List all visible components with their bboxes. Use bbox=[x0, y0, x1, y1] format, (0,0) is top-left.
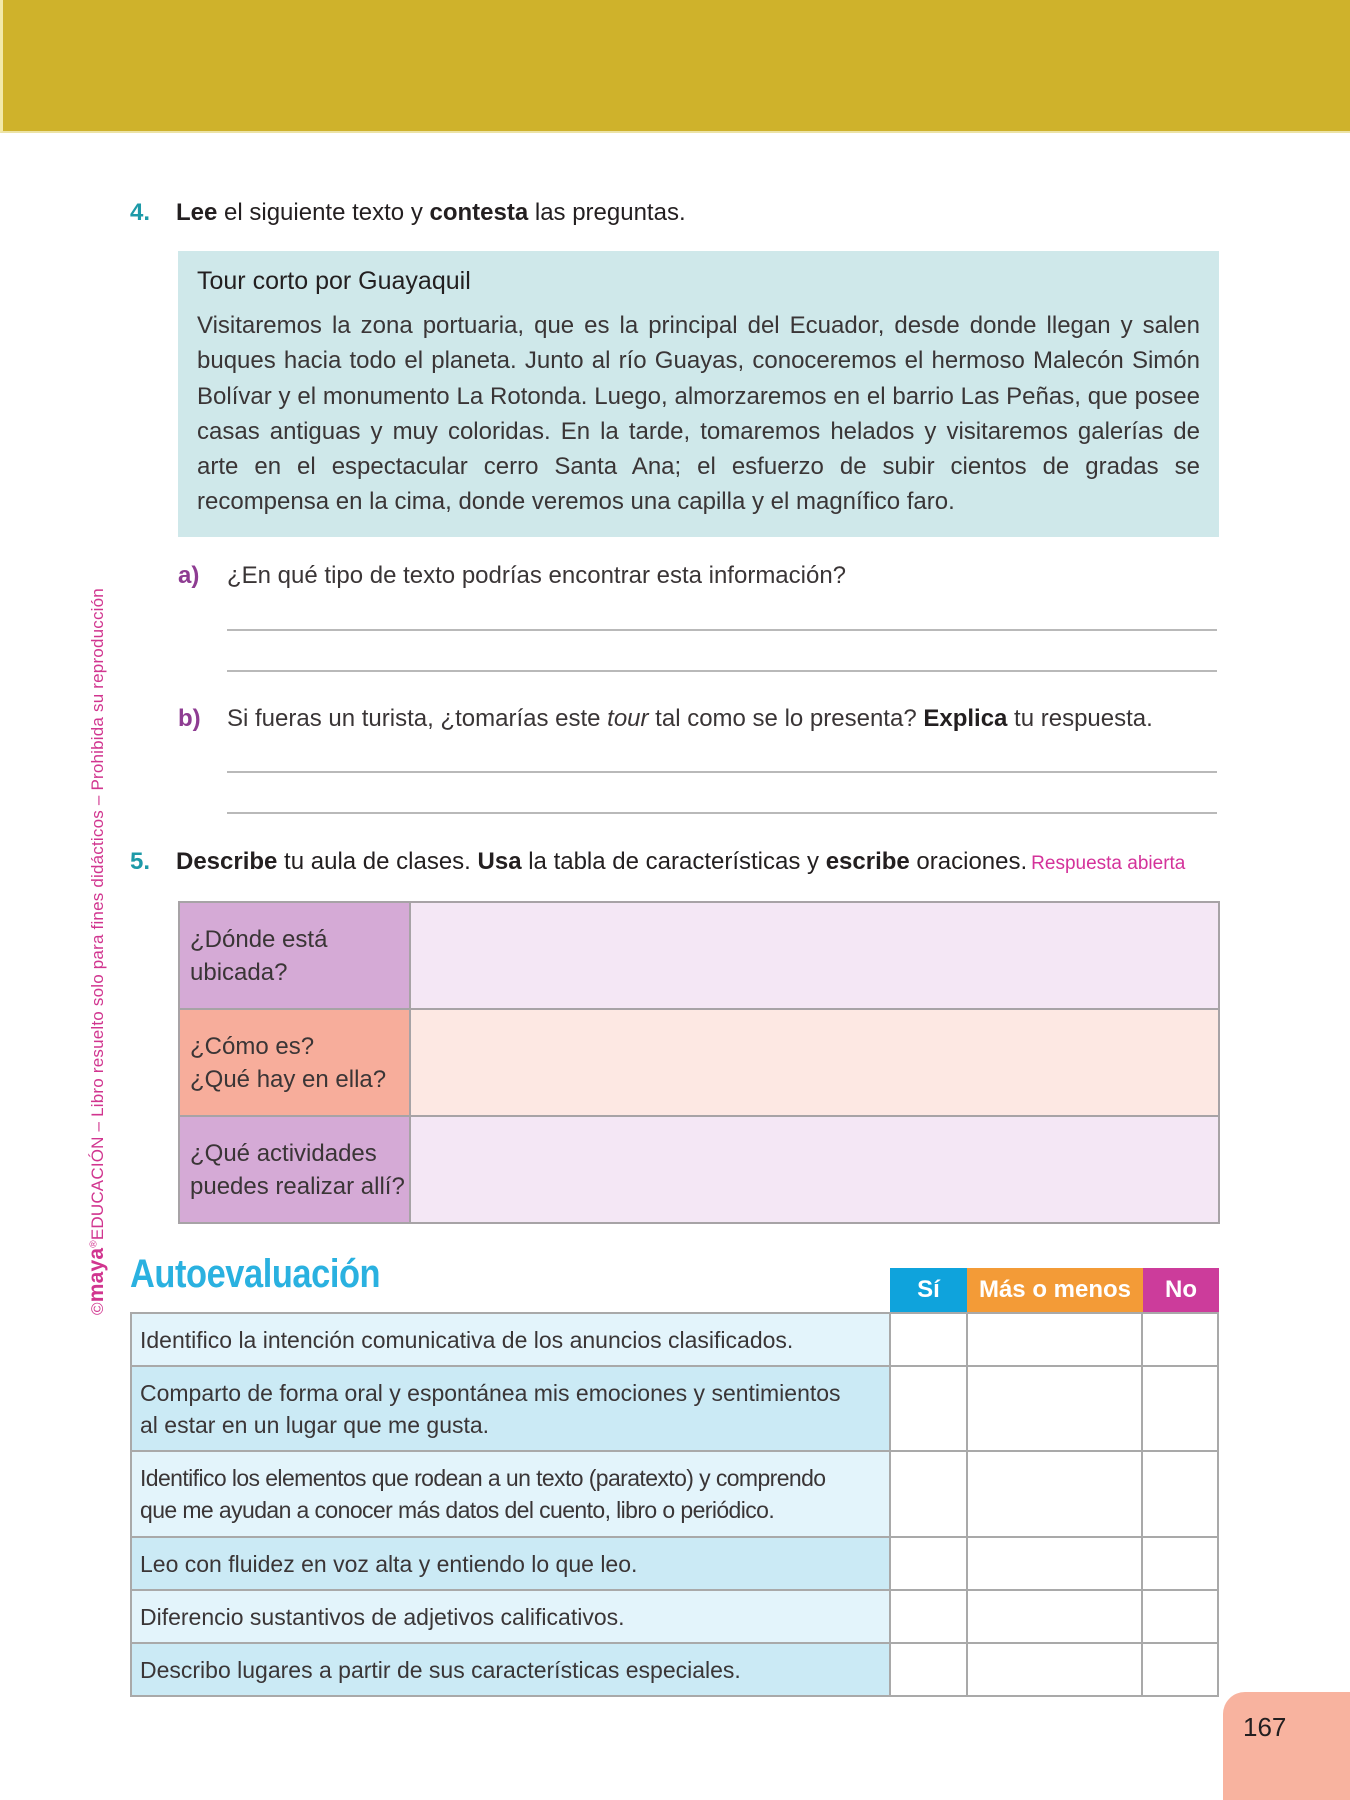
column-header-si: Sí bbox=[890, 1268, 967, 1312]
reading-passage bbox=[178, 251, 1219, 537]
instruction-text: la tabla de características y bbox=[521, 848, 826, 875]
checkbox-si[interactable] bbox=[890, 1313, 967, 1366]
statement-text: Identifico la intención comunicativa de los anuncios clasificados. bbox=[140, 1326, 794, 1353]
checkbox-mas-o-menos[interactable] bbox=[967, 1451, 1143, 1537]
statement-text: al estar en un lugar que me gusta. bbox=[140, 1411, 490, 1438]
self-assessment-table bbox=[130, 1312, 1219, 1697]
table-row bbox=[131, 1537, 1218, 1590]
statement-text: Leo con fluidez en voz alta y entiendo lo que leo. bbox=[140, 1550, 638, 1577]
column-header-mas-o-menos: Más o menos bbox=[967, 1268, 1143, 1312]
statement-text: Comparto de forma oral y espontánea mis emociones y sentimientos bbox=[140, 1379, 841, 1406]
statement-text: Describo lugares a partir de sus características especiales. bbox=[140, 1656, 741, 1683]
subquestion-letter: b) bbox=[178, 705, 201, 732]
checkbox-no[interactable] bbox=[1142, 1451, 1218, 1537]
page-number-tab bbox=[1223, 1692, 1350, 1800]
classroom-description-table bbox=[178, 901, 1220, 1224]
statement-text: Identifico los elementos que rodean a un texto (paratexto) y comprendo bbox=[140, 1465, 826, 1491]
table-row bbox=[131, 1313, 1218, 1366]
label-line: ¿Qué actividades bbox=[190, 1139, 377, 1167]
instruction-text: tu aula de clases. bbox=[277, 848, 478, 875]
checkbox-si[interactable] bbox=[890, 1451, 967, 1537]
checkbox-mas-o-menos[interactable] bbox=[967, 1590, 1143, 1643]
statement-text: que me ayudan a conocer más datos del cuento, libro o periódico. bbox=[140, 1497, 775, 1523]
column-header-no: No bbox=[1143, 1268, 1219, 1312]
subquestion-text: Si fueras un turista, ¿tomarías este bbox=[227, 705, 608, 732]
statement bbox=[131, 1366, 890, 1451]
answer-note: Respuesta abierta bbox=[1031, 853, 1186, 874]
checkbox-mas-o-menos[interactable] bbox=[967, 1537, 1143, 1590]
checkbox-no[interactable] bbox=[1142, 1643, 1218, 1696]
reading-title: Tour corto por Guayaquil bbox=[197, 267, 471, 295]
subquestion-b bbox=[178, 705, 1153, 733]
label-line: puedes realizar allí? bbox=[190, 1172, 405, 1200]
reading-body: Visitaremos la zona portuaria, que es la principal del Ecuador, desde donde llegan y salen buques hacia todo el planeta. Junto al río Guayas, conoceremos el hermoso Malecón Simón Bolívar y el monumento La Rotonda. Luego, almorzaremos en el barrio Las Peñas, que posee casas antiguas y muy coloridas. En la tarde, tomaremos helados y visitaremos galerías de arte en el espectacular cerro Santa Ana; el esfuerzo de subir cientos de gradas se recompensa en la cima, donde veremos una capilla y el magnífico faro. bbox=[197, 312, 1200, 516]
table-row bbox=[131, 1590, 1218, 1643]
label-line: ¿Cómo es? bbox=[190, 1032, 315, 1060]
checkbox-mas-o-menos[interactable] bbox=[967, 1643, 1143, 1696]
question-number: 5. bbox=[130, 848, 151, 875]
question-4-instruction bbox=[130, 199, 686, 227]
answer-cell[interactable] bbox=[410, 1009, 1219, 1116]
instruction-text: oraciones. bbox=[909, 848, 1028, 875]
table-row bbox=[131, 1643, 1218, 1696]
answer-line-a-2[interactable] bbox=[227, 670, 1217, 672]
instruction-verb: contesta bbox=[429, 199, 529, 226]
instruction-text: el siguiente texto y bbox=[217, 199, 430, 226]
answer-cell[interactable] bbox=[410, 1116, 1219, 1223]
subquestion-text: tu respuesta. bbox=[1007, 705, 1153, 732]
subquestion-italic: tour bbox=[607, 705, 649, 732]
table-row bbox=[131, 1451, 1218, 1537]
row-label bbox=[179, 1009, 410, 1116]
checkbox-no[interactable] bbox=[1142, 1313, 1218, 1366]
label-line: ubicada? bbox=[190, 958, 288, 986]
copyright-symbol: © bbox=[88, 1302, 107, 1315]
question-text bbox=[176, 199, 686, 226]
instruction-verb: Usa bbox=[477, 848, 522, 875]
answer-line-b-1[interactable] bbox=[227, 771, 1217, 773]
checkbox-no[interactable] bbox=[1142, 1366, 1218, 1451]
header-band bbox=[0, 0, 1350, 133]
instruction-verb: escribe bbox=[825, 848, 910, 875]
instruction-text: las preguntas. bbox=[528, 199, 686, 226]
checkbox-si[interactable] bbox=[890, 1366, 967, 1451]
self-assessment-title: Autoevaluación bbox=[130, 1252, 381, 1296]
row-label bbox=[179, 902, 410, 1009]
answer-line-b-2[interactable] bbox=[227, 812, 1217, 814]
checkbox-no[interactable] bbox=[1142, 1590, 1218, 1643]
table-row bbox=[131, 1366, 1218, 1451]
page-number: 167 bbox=[1243, 1712, 1287, 1742]
label-line: ¿Dónde está bbox=[190, 925, 328, 953]
row-label bbox=[179, 1116, 410, 1223]
table-row bbox=[179, 1009, 1219, 1116]
statement bbox=[131, 1537, 890, 1590]
statement bbox=[131, 1643, 890, 1696]
question-5-instruction bbox=[130, 848, 1185, 876]
statement bbox=[131, 1313, 890, 1366]
checkbox-no[interactable] bbox=[1142, 1537, 1218, 1590]
checkbox-mas-o-menos[interactable] bbox=[967, 1366, 1143, 1451]
question-number: 4. bbox=[130, 199, 151, 226]
subquestion-text: tal como se lo presenta? bbox=[648, 705, 924, 732]
question-text bbox=[176, 848, 1027, 875]
instruction-verb: Describe bbox=[176, 848, 278, 875]
statement bbox=[131, 1451, 890, 1537]
subquestion-text: ¿En qué tipo de texto podrías encontrar esta información? bbox=[227, 562, 847, 589]
checkbox-si[interactable] bbox=[890, 1590, 967, 1643]
registered-mark: ® bbox=[88, 1240, 100, 1248]
statement bbox=[131, 1590, 890, 1643]
subquestion-a bbox=[178, 562, 846, 590]
statement-text: Diferencio sustantivos de adjetivos calificativos. bbox=[140, 1603, 625, 1630]
checkbox-si[interactable] bbox=[890, 1643, 967, 1696]
checkbox-mas-o-menos[interactable] bbox=[967, 1313, 1143, 1366]
subquestion-letter: a) bbox=[178, 562, 200, 589]
table-row bbox=[179, 1116, 1219, 1223]
copyright-text: EDUCACIÓN – Libro resuelto solo para fines didácticos – Prohibida su reproducción bbox=[88, 588, 107, 1241]
copyright-notice bbox=[85, 588, 109, 1315]
table-row bbox=[179, 902, 1219, 1009]
instruction-verb: Explica bbox=[923, 705, 1008, 732]
answer-line-a-1[interactable] bbox=[227, 629, 1217, 631]
label-line: ¿Qué hay en ella? bbox=[190, 1065, 387, 1093]
instruction-verb: Lee bbox=[176, 199, 218, 226]
brand-logo: maya bbox=[85, 1247, 108, 1303]
answer-cell[interactable] bbox=[410, 902, 1219, 1009]
checkbox-si[interactable] bbox=[890, 1537, 967, 1590]
